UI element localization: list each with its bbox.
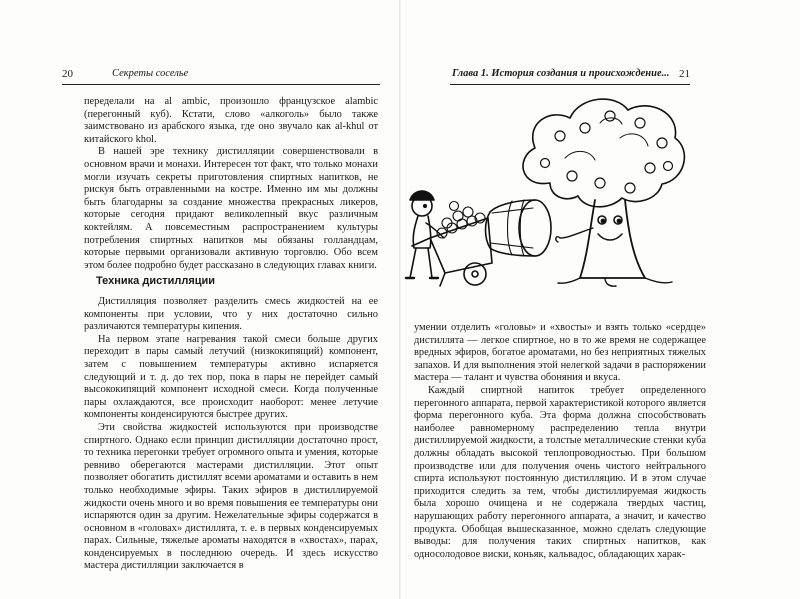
right-page-number: 21 bbox=[679, 68, 690, 80]
left-running-title: Секреты соселье bbox=[112, 68, 189, 79]
paragraph: умении отделить «головы» и «хвосты» и взять только «сердце» дистиллята — легкое спиртное, но в то же время не содержащее вредных эфиров, богатое ароматами, но без неприятных тяжелых запахов. И для выполнения этой нелегкой задачи в распоряжении мастера — талант и чувства обоняния и вкуса. bbox=[414, 322, 706, 384]
tree-crown bbox=[523, 99, 684, 207]
apple-tree-illustration bbox=[400, 88, 690, 293]
paragraph: Эти свойства жидкостей используются при производстве спиртного. Однако если принцип дистилляции достаточно прост, то техника перегонки требует огромного опыта и умения, которые ревниво оберегаются мастерами дистилляции. Этот опыт позволяет обогатить дистиллят всеми ароматами и оставить в нем только необходимые эфиры. Таких эфиров в дистиллируемой жидкости очень много и во время повышения ее температуры они испаряются один за другим. Нежелательные эфиры содержатся в основном в «головах» дистиллята, т. е. в первых конденсируемых парах. Сильные, тяжелые ароматы находятся в «хвостах», парах, конденсируемых в последнюю очередь. И здесь искусство мастера дистилляции заключается в bbox=[84, 421, 378, 572]
tree-trunk bbox=[580, 200, 645, 278]
section-heading: Техника дистилляции bbox=[96, 275, 216, 287]
paragraph: В нашей эре технику дистилляции совершенствовали в основном врачи и монахи. Интересен тот факт, что только монахи могли изучать секреты приготовления спиртных напитков, не рискуя быть отравленными на костре. Именно им мы должны быть благодарны за создание множества прекрасных ликеров, которые сегодня придают великолепный вкус различным коктейлям. А повсеместным распространением культуры потребления спиртных напитков мы обязаны голландцам, которые первыми организовали активную торговлю. Обо всем этом более подробно будет рассказано в следующих главах книги. bbox=[84, 146, 378, 271]
left-page-body-bottom bbox=[84, 296, 378, 573]
barrel bbox=[486, 200, 552, 256]
left-page-number: 20 bbox=[62, 68, 73, 80]
paragraph: переделали на al ambic, произошло французское alambic (перегонный куб). Кстати, слово «алкоголь» было также заимствовано из арабского языка, где оно звучало как al-khul от китайского khol. bbox=[84, 96, 378, 145]
wheelbarrow bbox=[412, 218, 492, 286]
tree-apples bbox=[541, 111, 673, 193]
left-header-rule bbox=[62, 84, 380, 85]
paragraph: Каждый спиртной напиток требует определенного перегонного аппарата, первой характеристикой которого является форма перегонного куба. Эта форма должна способствовать наиболее равномерному распределению тепла внутри дистиллируемой жидкости, а толстые металлические стенки куба должны обладать высокой теплопроводностью. При большом производстве или для получения очень чистого нейтрального спирта используют постоянную дистилляцию. И в этом случае приходится следить за тем, чтобы дистиллируемая жидкость была хорошо очищена и не содержала твердых частиц, нарушающих работу перегонного аппарата, а значит, и качество продукта. Обобщая вышесказанное, можно сделать следующие выводы: для получения таких спиртных напитков, как односолодовое виски, коньяк, кальвадос, обладающих харак- bbox=[414, 384, 706, 560]
right-running-title: Глава 1. История создания и происхождение... bbox=[452, 68, 670, 79]
left-page-body-top bbox=[84, 96, 378, 272]
paragraph: На первом этапе нагревания такой смеси больше других переходит в пары самый летучий (низкокипящий) компонент, затем с повышением температуры активно испаряется следующий и т. д. до тех пор, пока в пары не перейдет самый высококипящий компонент исходной смеси. Когда полученные пары охлаждаются, все происходит наоборот: менее летучие компоненты конденсируются быстрее других. bbox=[84, 333, 378, 421]
right-header-rule bbox=[450, 84, 690, 85]
paragraph: Дистилляция позволяет разделить смесь жидкостей на ее компоненты при условии, что у них достаточно сильно различаются температуры кипения. bbox=[84, 296, 378, 333]
right-page-body bbox=[414, 322, 706, 561]
